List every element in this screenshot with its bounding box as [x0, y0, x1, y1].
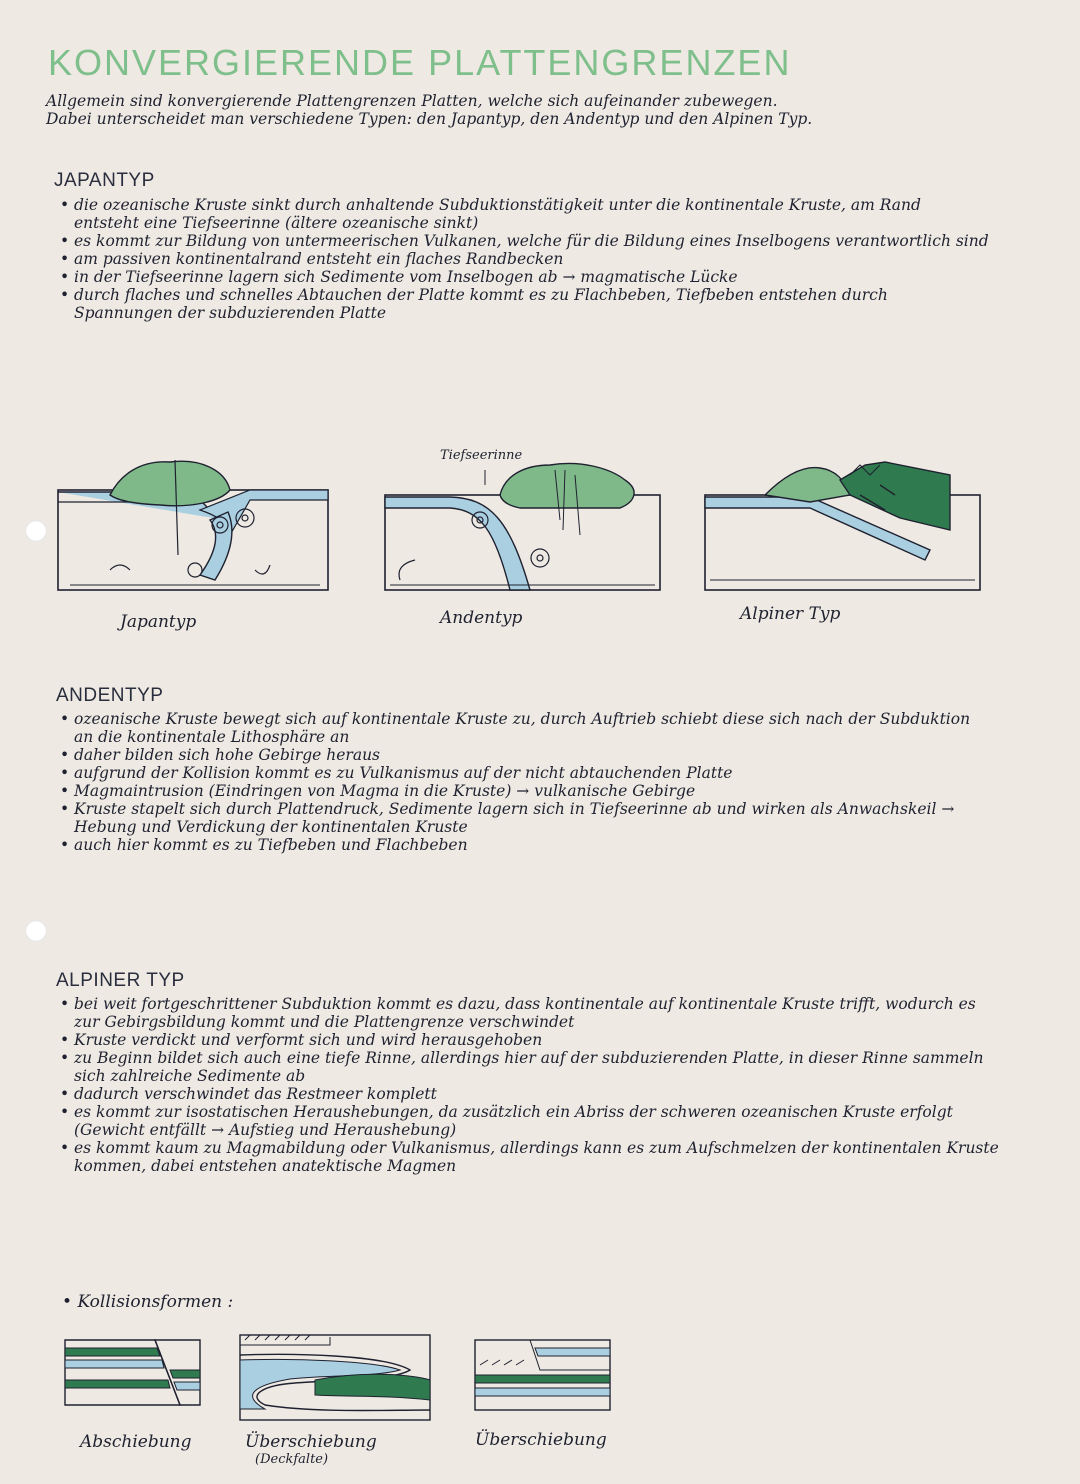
list-item: • aufgrund der Kollision kommt es zu Vulkanismus auf der nicht abtauchenden Platte — [60, 764, 990, 782]
caption-ueberschiebung-deckfalte: Überschiebung — [245, 1432, 377, 1452]
alpiner-typ-list — [60, 995, 1000, 1175]
list-item: • ozeanische Kruste bewegt sich auf kontinentale Kruste zu, durch Auftrieb schiebt diese sich nach der Subduktion an die kontinentale Lithosphäre an — [60, 710, 990, 746]
list-item: • auch hier kommt es zu Tiefbeben und Flachbeben — [60, 836, 990, 854]
intro-line: Dabei unterscheidet man verschiedene Typen: den Japantyp, den Andentyp und den Alpinen Typ. — [46, 110, 813, 128]
intro-line: Allgemein sind konvergierende Plattengrenzen Platten, welche sich aufeinander zubewegen. — [46, 92, 778, 110]
list-item: • es kommt zur isostatischen Heraushebungen, da zusätzlich ein Abriss der schweren ozeanischen Kruste erfolgt (Gewicht entfällt → Aufstieg und Heraushebung) — [60, 1103, 1000, 1139]
ueberschiebung-deckfalte-diagram — [235, 1325, 435, 1425]
list-item: • durch flaches und schnelles Abtauchen der Platte kommt es zu Flachbeben, Tiefbeben entstehen durch Spannungen der subduzierenden Platte — [60, 286, 990, 322]
list-item: • bei weit fortgeschrittener Subduktion kommt es dazu, dass kontinentale auf kontinentale Kruste trifft, wodurch es zur Gebirgsbildung kommt und die Plattengrenze verschwindet — [60, 995, 1000, 1031]
intro-text — [46, 92, 1026, 128]
kollisionsformen-text: Kollisionsformen : — [77, 1292, 234, 1312]
list-item: • es kommt zur Bildung von untermeerischen Vulkanen, welche für die Bildung eines Inselbogens verantwortlich sind — [60, 232, 990, 250]
heading-japantyp: JAPANTYP — [54, 170, 155, 191]
heading-andentyp: ANDENTYP — [56, 685, 164, 706]
page-title: KONVERGIERENDE PLATTENGRENZEN — [48, 42, 792, 83]
list-item: • daher bilden sich hohe Gebirge heraus — [60, 746, 990, 764]
andentyp-diagram — [380, 440, 670, 600]
label-tiefseerinne: Tiefseerinne — [440, 448, 523, 463]
kollisionsformen-label: • Kollisionsformen : — [62, 1292, 234, 1312]
japantyp-diagram — [50, 440, 340, 600]
list-item: • dadurch verschwindet das Restmeer komplett — [60, 1085, 1000, 1103]
caption-ueberschiebung: Überschiebung — [475, 1430, 607, 1450]
heading-alpiner-typ: ALPINER TYP — [56, 970, 185, 991]
caption-japantyp: Japantyp — [120, 612, 197, 632]
caption-andentyp: Andentyp — [440, 608, 523, 628]
caption-deckfalte: (Deckfalte) — [255, 1452, 329, 1467]
ueberschiebung-diagram — [470, 1330, 620, 1420]
abschiebung-diagram — [60, 1330, 210, 1420]
punch-hole — [25, 520, 47, 542]
andentyp-list — [60, 710, 990, 854]
list-item: • Magmaintrusion (Eindringen von Magma in die Kruste) → vulkanische Gebirge — [60, 782, 990, 800]
punch-hole — [25, 920, 47, 942]
list-item: • Kruste stapelt sich durch Plattendruck, Sedimente lagern sich in Tiefseerinne ab und wirken als Anwachskeil → Hebung und Verdickung der kontinentalen Kruste — [60, 800, 990, 836]
japantyp-list — [60, 196, 990, 322]
list-item: • zu Beginn bildet sich auch eine tiefe Rinne, allerdings hier auf der subduzierenden Platte, in dieser Rinne sammeln sich zahlreiche Sedimente ab — [60, 1049, 1000, 1085]
list-item: • es kommt kaum zu Magmabildung oder Vulkanismus, allerdings kann es zum Aufschmelzen der kontinentalen Kruste kommen, dabei entstehen anatektische Magmen — [60, 1139, 1000, 1175]
list-item: • in der Tiefseerinne lagern sich Sedimente vom Inselbogen ab → magmatische Lücke — [60, 268, 990, 286]
caption-abschiebung: Abschiebung — [80, 1432, 192, 1452]
alpiner-typ-diagram — [700, 440, 990, 600]
list-item: • am passiven kontinentalrand entsteht ein flaches Randbecken — [60, 250, 990, 268]
list-item: • Kruste verdickt und verformt sich und wird herausgehoben — [60, 1031, 1000, 1049]
list-item: • die ozeanische Kruste sinkt durch anhaltende Subduktionstätigkeit unter die kontinentale Kruste, am Rand entsteht eine Tiefseerinne (ältere ozeanische sinkt) — [60, 196, 990, 232]
caption-alpiner-typ: Alpiner Typ — [740, 604, 841, 624]
